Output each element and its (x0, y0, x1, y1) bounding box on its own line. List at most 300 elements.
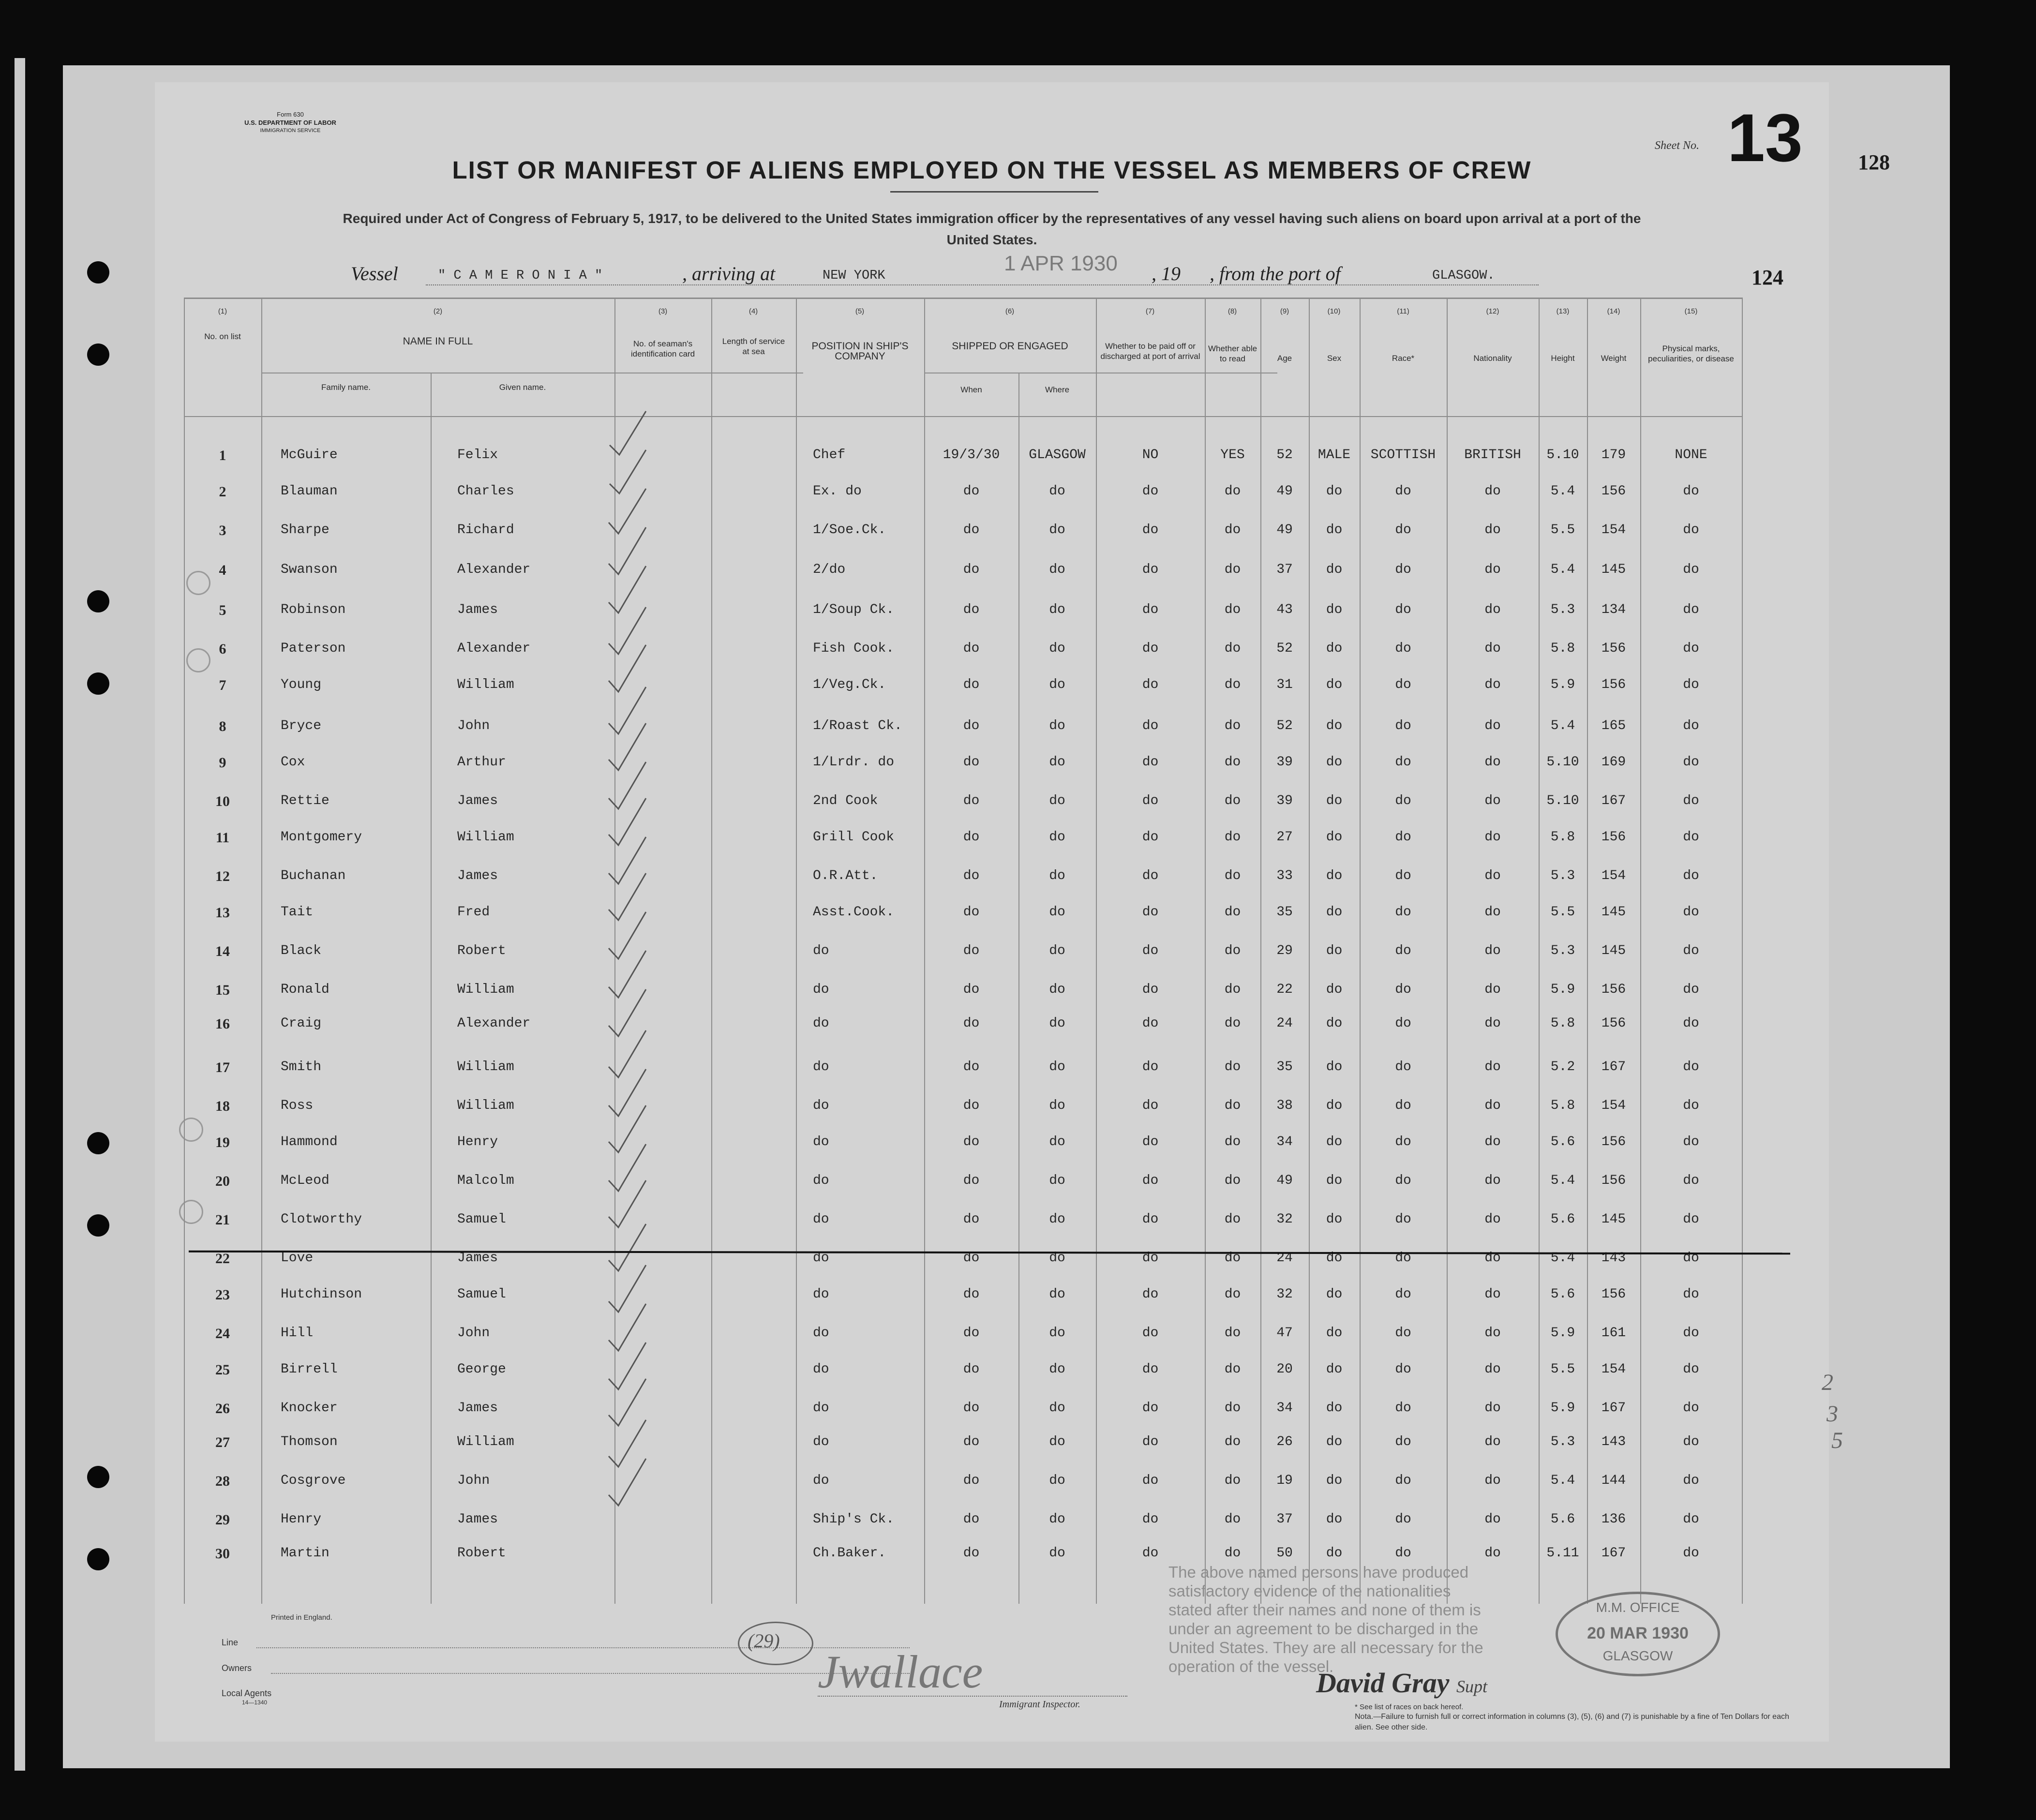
paid-off: do (1142, 1401, 1159, 1416)
family-name: Ross (281, 1098, 314, 1113)
shipped-when: do (963, 562, 980, 577)
sex: do (1326, 1134, 1343, 1149)
form-number: Form 630 (277, 111, 304, 118)
age: 32 (1276, 1212, 1293, 1227)
weight: 156 (1601, 1287, 1626, 1302)
local-agents-label: Local Agents (222, 1688, 272, 1698)
race: do (1395, 868, 1411, 883)
arriving-at-label: , arriving at (682, 263, 776, 284)
nota-note: Nota.—Failure to furnish full or correct information in columns (3), (5), (6) and (7) is punishable by a fine of Ten Dollars for each alien. See other side. (1355, 1713, 1789, 1731)
sex: do (1326, 1173, 1343, 1188)
position: do (813, 1473, 829, 1488)
paid-off: do (1142, 1098, 1159, 1113)
shipped-when: do (963, 1016, 980, 1031)
binder-hole (87, 1214, 109, 1237)
sheet-number: 13 (1727, 100, 1803, 176)
row-number: 8 (219, 718, 226, 734)
age: 33 (1276, 868, 1293, 883)
sex: do (1326, 718, 1343, 733)
family-name: Swanson (281, 562, 338, 577)
weight: 167 (1601, 1059, 1626, 1074)
family-name: Buchanan (281, 868, 346, 883)
family-name: Thomson (281, 1434, 338, 1449)
race: do (1395, 1016, 1411, 1031)
race: do (1395, 484, 1411, 499)
physical-marks: do (1683, 905, 1699, 920)
weight: 156 (1601, 484, 1626, 499)
given-name: John (457, 1473, 490, 1488)
nationality: do (1484, 755, 1501, 770)
paid-off: do (1142, 602, 1159, 617)
able-to-read: do (1224, 641, 1241, 656)
weight: 136 (1601, 1512, 1626, 1527)
vessel-name: " C A M E R O N I A " (438, 269, 603, 283)
given-name: James (457, 793, 498, 808)
given-name: Samuel (457, 1287, 506, 1302)
race: do (1395, 793, 1411, 808)
page-subtitle: Required under Act of Congress of February 5, 1917, to be delivered to the United States immigration officer by the representatives of any vessel having such aliens on board upon arrival at a port of the United States. (343, 211, 1641, 247)
weight: 143 (1601, 1434, 1626, 1449)
sheet-no-label: Sheet No. (1655, 139, 1699, 152)
weight: 154 (1601, 868, 1626, 883)
race: do (1395, 1059, 1411, 1074)
race: do (1395, 641, 1411, 656)
shipped-where: do (1049, 943, 1065, 958)
position: do (813, 1401, 829, 1416)
physical-marks: do (1683, 677, 1699, 692)
able-to-read: do (1224, 1251, 1241, 1266)
family-name: Henry (281, 1512, 322, 1527)
age: 37 (1276, 1512, 1293, 1527)
height: 5.9 (1550, 982, 1575, 997)
row-number: 30 (215, 1546, 230, 1562)
position: do (813, 1134, 829, 1149)
paid-off: do (1142, 793, 1159, 808)
given-name: William (457, 830, 514, 845)
row-number: 13 (215, 905, 230, 921)
given-name: Samuel (457, 1212, 506, 1227)
weight: 145 (1601, 562, 1626, 577)
shipped-where: do (1049, 905, 1065, 920)
shipped-where: do (1049, 1512, 1065, 1527)
given-name: William (457, 982, 514, 997)
header-position: POSITION IN SHIP'S COMPANY (811, 341, 909, 362)
family-name: Hill (281, 1326, 314, 1341)
height: 5.11 (1546, 1546, 1579, 1561)
nationality: do (1484, 1362, 1501, 1377)
row-number: 21 (215, 1212, 230, 1228)
given-name: Alexander (457, 641, 531, 656)
row-number: 23 (215, 1287, 230, 1303)
col-num-15: (15) (1684, 307, 1698, 315)
header-race: Race* (1392, 354, 1415, 363)
row-number: 1 (219, 448, 226, 463)
office-stamp (1556, 1592, 1720, 1676)
margin-note-2: 3 (1826, 1401, 1838, 1427)
weight: 156 (1601, 1016, 1626, 1031)
height: 5.5 (1550, 1362, 1575, 1377)
nationality: do (1484, 982, 1501, 997)
row-number: 27 (215, 1434, 230, 1450)
able-to-read: do (1224, 522, 1241, 537)
age: 31 (1276, 677, 1293, 692)
sex: do (1326, 1098, 1343, 1113)
position: Ch.Baker. (813, 1546, 886, 1561)
nationality: do (1484, 1546, 1501, 1561)
position: Fish Cook. (813, 641, 895, 656)
binder-hole (87, 1466, 109, 1488)
shipped-when: do (963, 484, 980, 499)
position: 1/Lrdr. do (813, 755, 895, 770)
able-to-read: do (1224, 484, 1241, 499)
paid-off: do (1142, 677, 1159, 692)
position: 1/Soup Ck. (813, 602, 895, 617)
row-number: 7 (219, 677, 226, 693)
nationality: do (1484, 1512, 1501, 1527)
col-num-4: (4) (749, 307, 758, 315)
age: 52 (1276, 718, 1293, 733)
from-port: GLASGOW. (1432, 269, 1495, 283)
height: 5.8 (1550, 1098, 1575, 1113)
from-port-label: , from the port of (1210, 263, 1341, 284)
family-name: Knocker (281, 1401, 338, 1416)
inspector-label: Immigrant Inspector. (999, 1699, 1080, 1710)
paid-off: do (1142, 1173, 1159, 1188)
family-name: Craig (281, 1016, 322, 1031)
year-label: , 19 (1152, 263, 1181, 284)
shipped-where: do (1049, 1473, 1065, 1488)
family-name: Rettie (281, 793, 329, 808)
nationality: do (1484, 1326, 1501, 1341)
physical-marks: do (1683, 1016, 1699, 1031)
race: SCOTTISH (1370, 448, 1436, 462)
race: do (1395, 1546, 1411, 1561)
weight: 179 (1601, 448, 1626, 462)
weight: 156 (1601, 982, 1626, 997)
given-name: Henry (457, 1134, 498, 1149)
sex: do (1326, 868, 1343, 883)
col-num-13: (13) (1556, 307, 1570, 315)
nationality: do (1484, 641, 1501, 656)
able-to-read: do (1224, 982, 1241, 997)
family-name: McLeod (281, 1173, 329, 1188)
nationality: do (1484, 793, 1501, 808)
physical-marks: do (1683, 1326, 1699, 1341)
weight: 167 (1601, 793, 1626, 808)
table-top-rule (184, 298, 1742, 299)
family-name: Blauman (281, 484, 338, 499)
paid-off: NO (1142, 448, 1159, 462)
race: do (1395, 1098, 1411, 1113)
nationality: do (1484, 1016, 1501, 1031)
shipped-when: do (963, 830, 980, 845)
binder-hole (87, 1132, 109, 1154)
arrival-date-stamp: 1 APR 1930 (1004, 252, 1118, 275)
given-name: James (457, 868, 498, 883)
family-name: Bryce (281, 718, 322, 733)
height: 5.9 (1550, 1326, 1575, 1341)
shipped-when: do (963, 1212, 980, 1227)
physical-marks: do (1683, 1173, 1699, 1188)
title-rule (890, 191, 1098, 193)
paid-off: do (1142, 943, 1159, 958)
paid-off: do (1142, 1512, 1159, 1527)
shipped-when: do (963, 1401, 980, 1416)
sex: do (1326, 1326, 1343, 1341)
able-to-read: do (1224, 562, 1241, 577)
row-number: 16 (215, 1016, 230, 1032)
header-name-in-full: NAME IN FULL (403, 336, 473, 347)
position: do (813, 943, 829, 958)
height: 5.6 (1550, 1134, 1575, 1149)
shipped-when: do (963, 943, 980, 958)
row-number: 11 (215, 830, 230, 846)
physical-marks: do (1683, 1251, 1699, 1266)
paid-off: do (1142, 1362, 1159, 1377)
shipped-when: do (963, 718, 980, 733)
shipped-where: do (1049, 1287, 1065, 1302)
shipped-when: do (963, 1287, 980, 1302)
shipped-when: do (963, 1512, 980, 1527)
weight: 156 (1601, 677, 1626, 692)
sex: do (1326, 522, 1343, 537)
family-name: Young (281, 677, 322, 692)
position: do (813, 1326, 829, 1341)
physical-marks: do (1683, 793, 1699, 808)
race: do (1395, 1251, 1411, 1266)
nationality: do (1484, 562, 1501, 577)
shipped-when: do (963, 1546, 980, 1561)
row-number: 15 (215, 982, 230, 998)
paid-off: do (1142, 1134, 1159, 1149)
row-number: 20 (215, 1173, 230, 1189)
paid-off: do (1142, 1016, 1159, 1031)
col-num-8: (8) (1228, 307, 1237, 315)
age: 34 (1276, 1401, 1293, 1416)
nationality: do (1484, 830, 1501, 845)
paid-off: do (1142, 484, 1159, 499)
header-age: Age (1277, 354, 1292, 363)
paid-off: do (1142, 905, 1159, 920)
able-to-read: do (1224, 1173, 1241, 1188)
paid-off: do (1142, 641, 1159, 656)
col-num-1: (1) (218, 307, 227, 315)
age: 35 (1276, 1059, 1293, 1074)
nationality: do (1484, 718, 1501, 733)
race: do (1395, 718, 1411, 733)
family-name: Tait (281, 905, 314, 920)
shipped-where: GLASGOW (1029, 448, 1086, 462)
sex: do (1326, 1362, 1343, 1377)
paid-off: do (1142, 1212, 1159, 1227)
position: do (813, 1098, 829, 1113)
position: 2/do (813, 562, 846, 577)
weight: 169 (1601, 755, 1626, 770)
shipped-where: do (1049, 1546, 1065, 1561)
nationality: do (1484, 868, 1501, 883)
height: 5.8 (1550, 1016, 1575, 1031)
row-number: 3 (219, 522, 226, 538)
paid-off: do (1142, 1546, 1159, 1561)
race: do (1395, 943, 1411, 958)
physical-marks: do (1683, 522, 1699, 537)
height: 5.3 (1550, 1434, 1575, 1449)
vessel-label: Vessel (351, 263, 398, 284)
form-meta (208, 110, 373, 135)
able-to-read: do (1224, 793, 1241, 808)
sex: do (1326, 1473, 1343, 1488)
shipped-when: do (963, 755, 980, 770)
weight: 167 (1601, 1546, 1626, 1561)
header-when: When (960, 385, 982, 394)
able-to-read: do (1224, 830, 1241, 845)
height: 5.3 (1550, 868, 1575, 883)
height: 5.4 (1550, 484, 1575, 499)
department: U.S. DEPARTMENT OF LABOR (244, 119, 336, 126)
header-able-to-read: Whether able to read (1208, 344, 1258, 363)
race: do (1395, 982, 1411, 997)
header-family-name: Family name. (321, 383, 371, 392)
nationality: do (1484, 1287, 1501, 1302)
race: do (1395, 1473, 1411, 1488)
position: Asst.Cook. (813, 905, 895, 920)
binder-hole (87, 1548, 109, 1570)
age: 26 (1276, 1434, 1293, 1449)
see-list-note: * See list of races on back hereof. (1355, 1703, 1464, 1711)
sex: do (1326, 1287, 1343, 1302)
race: do (1395, 1173, 1411, 1188)
shipped-where: do (1049, 1251, 1065, 1266)
paid-off: do (1142, 755, 1159, 770)
given-name: Arthur (457, 755, 506, 770)
nationality: do (1484, 1212, 1501, 1227)
col-num-12: (12) (1486, 307, 1499, 315)
physical-marks: do (1683, 562, 1699, 577)
sex: do (1326, 905, 1343, 920)
shipped-where: do (1049, 1212, 1065, 1227)
arriving-port: NEW YORK (823, 269, 885, 283)
service: IMMIGRATION SERVICE (260, 128, 321, 134)
row-number: 18 (215, 1098, 230, 1114)
position: do (813, 982, 829, 997)
family-name: Birrell (281, 1362, 338, 1377)
sex: do (1326, 1016, 1343, 1031)
family-name: Montgomery (281, 830, 362, 845)
row-number: 14 (215, 943, 230, 959)
able-to-read: do (1224, 1434, 1241, 1449)
age: 50 (1276, 1546, 1293, 1561)
sex: do (1326, 1059, 1343, 1074)
weight: 145 (1601, 1212, 1626, 1227)
shipped-where: do (1049, 830, 1065, 845)
nationality: do (1484, 484, 1501, 499)
position: 2nd Cook (813, 793, 878, 808)
nationality: do (1484, 1098, 1501, 1113)
weight: 154 (1601, 1098, 1626, 1113)
height: 5.9 (1550, 677, 1575, 692)
binder-hole (87, 261, 109, 283)
shipped-where: do (1049, 677, 1065, 692)
height: 5.4 (1550, 562, 1575, 577)
physical-marks: do (1683, 641, 1699, 656)
office-stamp-top: M.M. OFFICE (1596, 1600, 1680, 1615)
shipped-where: do (1049, 1098, 1065, 1113)
family-name: Hammond (281, 1134, 338, 1149)
physical-marks: do (1683, 1212, 1699, 1227)
given-name: Alexander (457, 562, 531, 577)
race: do (1395, 522, 1411, 537)
height: 5.3 (1550, 943, 1575, 958)
shipped-where: do (1049, 1401, 1065, 1416)
weight: 154 (1601, 522, 1626, 537)
family-name: Clotworthy (281, 1212, 362, 1227)
sex: do (1326, 830, 1343, 845)
page-title: LIST OR MANIFEST OF ALIENS EMPLOYED ON THE VESSEL AS MEMBERS OF CREW (452, 156, 1532, 184)
able-to-read: do (1224, 1546, 1241, 1561)
nationality: do (1484, 1473, 1501, 1488)
row-number: 26 (215, 1401, 230, 1417)
row-number: 5 (219, 602, 226, 618)
physical-marks: do (1683, 484, 1699, 499)
position: do (813, 1173, 829, 1188)
family-name: Paterson (281, 641, 346, 656)
given-name: George (457, 1362, 506, 1377)
shipped-when: do (963, 1251, 980, 1266)
able-to-read: do (1224, 677, 1241, 692)
header-nationality: Nationality (1473, 354, 1512, 363)
family-name: McGuire (281, 448, 338, 462)
weight: 156 (1601, 1134, 1626, 1149)
height: 5.9 (1550, 1401, 1575, 1416)
position: 1/Soe.Ck. (813, 522, 886, 537)
col-num-6: (6) (1005, 307, 1015, 315)
physical-marks: do (1683, 982, 1699, 997)
header-weight: Weight (1601, 354, 1627, 363)
header-paid-off: Whether to be paid off or discharged at port of arrival (1100, 342, 1200, 361)
age: 47 (1276, 1326, 1293, 1341)
shipped-where: do (1049, 1016, 1065, 1031)
position: do (813, 1059, 829, 1074)
shipped-when: do (963, 1173, 980, 1188)
shipped-when: do (963, 1134, 980, 1149)
shipped-where: do (1049, 982, 1065, 997)
age: 37 (1276, 562, 1293, 577)
family-name: Martin (281, 1546, 329, 1561)
family-name: Cosgrove (281, 1473, 346, 1488)
position: do (813, 1434, 829, 1449)
sex: do (1326, 1512, 1343, 1527)
height: 5.2 (1550, 1059, 1575, 1074)
col-num-7: (7) (1145, 307, 1155, 315)
header-bottom-rule (184, 416, 1742, 417)
nationality: do (1484, 522, 1501, 537)
age: 27 (1276, 830, 1293, 845)
margin-number-right: 124 (1752, 266, 1783, 289)
shipped-where: do (1049, 562, 1065, 577)
paid-off: do (1142, 562, 1159, 577)
row-number: 19 (215, 1134, 230, 1150)
race: do (1395, 1434, 1411, 1449)
shipped-where: do (1049, 522, 1065, 537)
row-number: 24 (215, 1326, 230, 1342)
age: 35 (1276, 905, 1293, 920)
age: 52 (1276, 448, 1293, 462)
sex: do (1326, 1546, 1343, 1561)
age: 34 (1276, 1134, 1293, 1149)
shipped-when: do (963, 677, 980, 692)
given-name: William (457, 677, 514, 692)
shipped-when: 19/3/30 (943, 448, 1000, 462)
